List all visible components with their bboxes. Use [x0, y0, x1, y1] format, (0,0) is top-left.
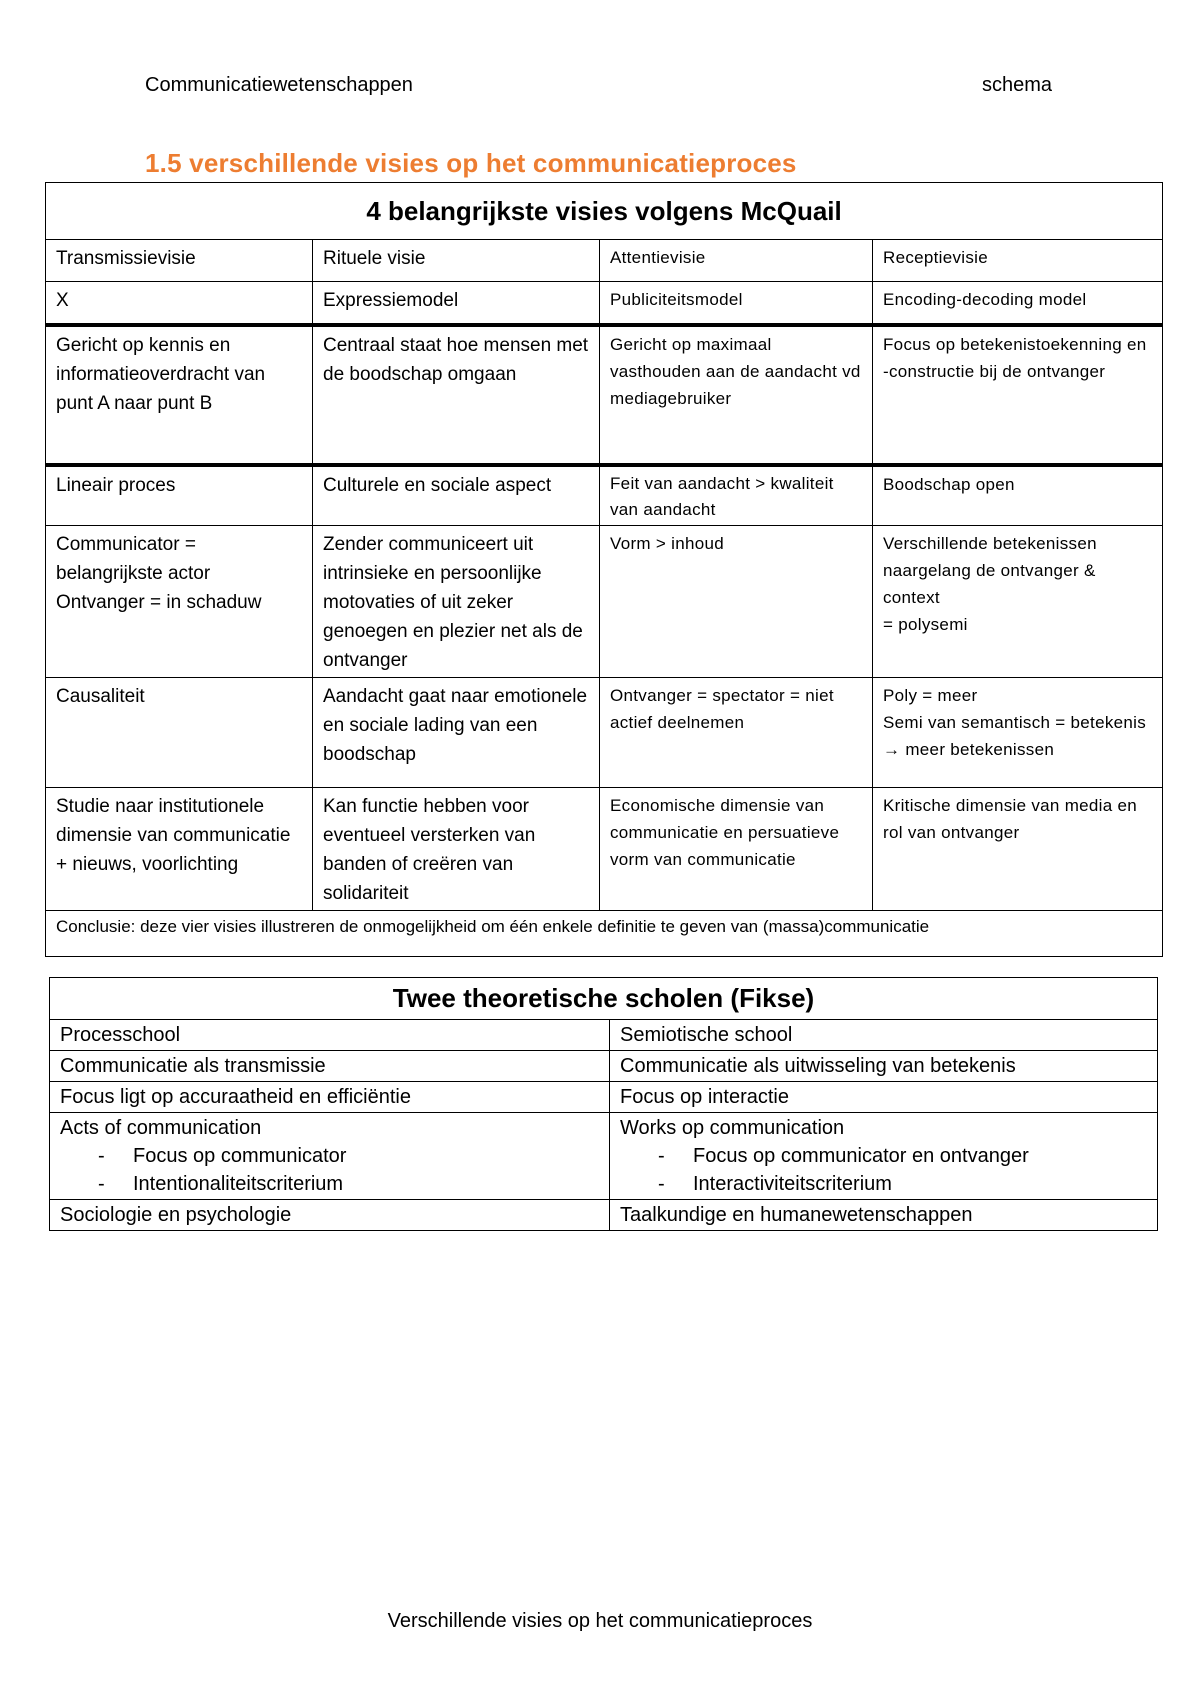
cell: [46, 525, 313, 677]
list-item-text: Focus op communicator en ontvanger: [693, 1145, 1029, 1167]
cell: Economische dimensie van communicatie en persuatieve vorm van communicatie: [600, 787, 873, 910]
table-row: [46, 525, 1163, 677]
fikse-title: Twee theoretische scholen (Fikse): [50, 978, 1158, 1020]
cell: Semiotische school: [610, 1020, 1158, 1051]
cell: Boodschap open: [873, 465, 1163, 526]
cell: Feit van aandacht > kwaliteit van aandacht: [600, 465, 873, 526]
header-label: schema: [982, 74, 1053, 96]
list-item: [620, 1170, 1147, 1198]
list-item: [60, 1142, 599, 1170]
cell: Aandacht gaat naar emotionele en sociale lading van een boodschap: [313, 677, 600, 787]
cell: Studie naar institutionele dimensie van communicatie + nieuws, voorlichting: [46, 787, 313, 910]
table-row: [46, 787, 1163, 910]
list-item-text: Focus op communicator: [133, 1145, 347, 1167]
header-subject: Communicatiewetenschappen: [145, 74, 413, 96]
cell: Taalkundige en humanewetenschappen: [610, 1200, 1158, 1231]
cell: Communicatie als uitwisseling van betekenis: [610, 1051, 1158, 1082]
dash-bullet-icon: -: [98, 1173, 105, 1195]
list-item: [60, 1170, 599, 1198]
model-rituele: Expressiemodel: [313, 282, 600, 325]
mcquail-table: [45, 182, 1163, 957]
model-attentie: Publiciteitsmodel: [600, 282, 873, 325]
cell: Causaliteit: [46, 677, 313, 787]
vision-transmissie: Transmissievisie: [46, 240, 313, 282]
section-title: 1.5 verschillende visies op het communicatieproces: [145, 148, 797, 178]
cell: Lineair proces: [46, 465, 313, 526]
list-item-text: Interactiviteitscriterium: [693, 1173, 892, 1195]
dash-bullet-icon: -: [658, 1173, 665, 1195]
cell-line: [883, 736, 1152, 763]
conclusion: Conclusie: deze vier visies illustreren de onmogelijkheid om één enkele definitie te geven van (massa)communicatie: [46, 910, 1163, 956]
cell: Centraal staat hoe mensen met de boodschap omgaan: [313, 325, 600, 465]
cell: Communicatie als transmissie: [50, 1051, 610, 1082]
cell-line: Ontvanger = in schaduw: [56, 591, 262, 613]
model-row: [46, 282, 1163, 325]
table-row: [46, 677, 1163, 787]
vision-row: [46, 240, 1163, 282]
dash-bullet-icon: -: [98, 1145, 105, 1167]
table-row: [46, 325, 1163, 465]
table-row: [50, 1082, 1158, 1113]
cell: [873, 525, 1163, 677]
vision-attentie: Attentievisie: [600, 240, 873, 282]
cell-line: = polysemi: [883, 614, 968, 634]
vision-rituele: Rituele visie: [313, 240, 600, 282]
cell-line: Works op communication: [620, 1117, 845, 1139]
cell: Focus op betekenistoekenning en -constructie bij de ontvanger: [873, 325, 1163, 465]
cell-line: Acts of communication: [60, 1117, 262, 1139]
cell-line: Poly = meer: [883, 685, 978, 705]
cell: Kritische dimensie van media en rol van ontvanger: [873, 787, 1163, 910]
cell: Vorm > inhoud: [600, 525, 873, 677]
cell: Gericht op maximaal vasthouden aan de aandacht vd mediagebruiker: [600, 325, 873, 465]
table-row: [46, 465, 1163, 526]
cell-line-text: meer betekenissen: [905, 739, 1055, 759]
cell: Focus op interactie: [610, 1082, 1158, 1113]
model-receptie: Encoding-decoding model: [873, 282, 1163, 325]
table-row: [50, 1051, 1158, 1082]
cell: [610, 1113, 1158, 1200]
vision-receptie: Receptievisie: [873, 240, 1163, 282]
table-row: [50, 1113, 1158, 1200]
model-transmissie: X: [46, 282, 313, 325]
list-item-text: Intentionaliteitscriterium: [133, 1173, 344, 1195]
cell-line: Semi van semantisch = betekenis: [883, 712, 1147, 732]
list-item: [620, 1142, 1147, 1170]
cell: Kan functie hebben voor eventueel versterken van banden of creëren van solidariteit: [313, 787, 600, 910]
cell-line: Verschillende betekenissen naargelang de ontvanger & context: [883, 533, 1097, 607]
cell: Processchool: [50, 1020, 610, 1051]
cell: [50, 1113, 610, 1200]
cell: Ontvanger = spectator = niet actief deelnemen: [600, 677, 873, 787]
dash-bullet-icon: -: [658, 1145, 665, 1167]
table-row: [50, 1020, 1158, 1051]
fikse-table: [49, 977, 1158, 1231]
mcquail-title: 4 belangrijkste visies volgens McQuail: [46, 183, 1163, 240]
cell: Culturele en sociale aspect: [313, 465, 600, 526]
cell: Sociologie en psychologie: [50, 1200, 610, 1231]
page-footer: Verschillende visies op het communicatieproces: [387, 1610, 813, 1632]
cell: [873, 677, 1163, 787]
arrow-right-icon: →: [883, 739, 901, 759]
cell: Focus ligt op accuraatheid en efficiëntie: [50, 1082, 610, 1113]
cell-line: Communicator = belangrijkste actor: [56, 533, 211, 584]
cell: Gericht op kennis en informatieoverdracht van punt A naar punt B: [46, 325, 313, 465]
cell: Zender communiceert uit intrinsieke en persoonlijke motovaties of uit zeker genoegen en plezier net als de ontvanger: [313, 525, 600, 677]
table-row: [50, 1200, 1158, 1231]
